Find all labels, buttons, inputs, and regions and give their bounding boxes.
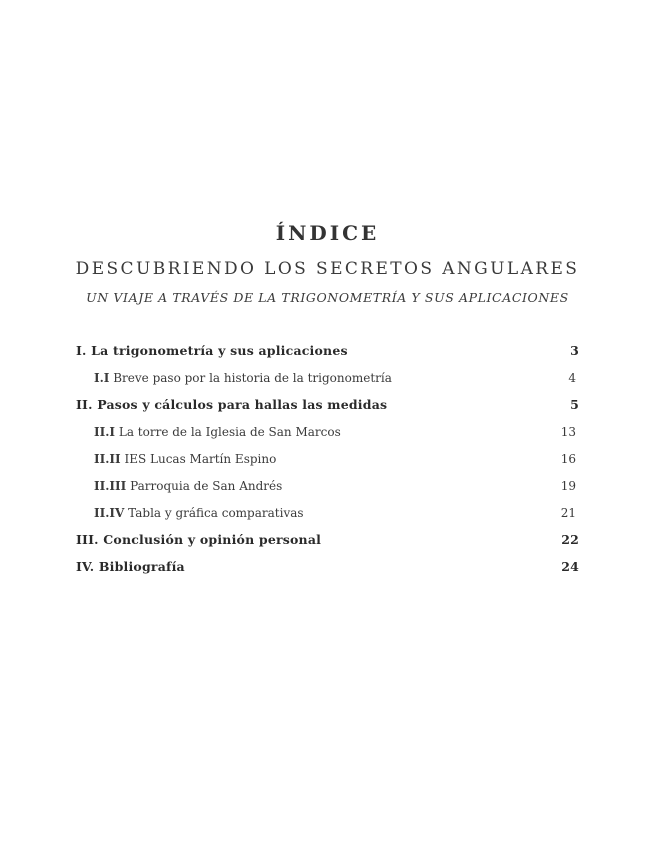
toc-entry — [76, 557, 579, 584]
toc-subentry — [76, 449, 579, 476]
toc-entry-page: 16 — [560, 452, 576, 466]
toc-entry-number: I.I — [94, 371, 110, 385]
toc-subentry — [76, 368, 579, 395]
toc-entry-number: II.IV — [94, 506, 125, 520]
document-tagline: UN VIAJE A TRAVÉS DE LA TRIGONOMETRÍA Y SUS APLICACIONES — [86, 290, 569, 305]
toc-entry-number: II.I — [94, 425, 116, 439]
toc-entry-number: I. — [76, 343, 87, 358]
toc-entry-label: Pasos y cálculos para hallas las medidas — [97, 397, 388, 412]
toc-entry-label: La trigonometría y sus aplicaciones — [91, 343, 348, 358]
toc-entry-number: II. — [76, 397, 93, 412]
toc-subentry — [76, 422, 579, 449]
toc-entry-page: 22 — [561, 532, 579, 547]
table-of-contents — [76, 341, 579, 584]
toc-entry-label: La torre de la Iglesia de San Marcos — [118, 425, 341, 439]
toc-entry-number: II.III — [94, 479, 127, 493]
toc-subentry — [76, 476, 579, 503]
toc-subentry — [76, 503, 579, 530]
toc-entry-page: 21 — [560, 506, 576, 520]
page-title: ÍNDICE — [275, 221, 380, 245]
toc-entry-number: IV. — [76, 559, 95, 574]
toc-entry — [76, 530, 579, 557]
toc-entry-label: IES Lucas Martín Espino — [124, 452, 277, 466]
toc-entry-label: Breve paso por la historia de la trigonometría — [113, 371, 392, 385]
toc-entry-number: III. — [76, 532, 99, 547]
toc-entry-page: 4 — [568, 371, 576, 385]
toc-entry-label: Conclusión y opinión personal — [103, 532, 322, 547]
toc-entry — [76, 341, 579, 368]
toc-entry-page: 3 — [570, 343, 579, 358]
toc-entry-label: Bibliografía — [98, 559, 185, 574]
toc-entry-label: Tabla y gráfica comparativas — [128, 506, 304, 520]
toc-entry-label: Parroquia de San Andrés — [130, 479, 283, 493]
toc-entry-page: 5 — [570, 397, 579, 412]
toc-entry-page: 13 — [560, 425, 576, 439]
document-subtitle: DESCUBRIENDO LOS SECRETOS ANGULARES — [75, 259, 580, 279]
toc-entry-page: 19 — [560, 479, 576, 493]
toc-entry — [76, 395, 579, 422]
toc-entry-number: II.II — [94, 452, 121, 466]
toc-entry-page: 24 — [561, 559, 579, 574]
